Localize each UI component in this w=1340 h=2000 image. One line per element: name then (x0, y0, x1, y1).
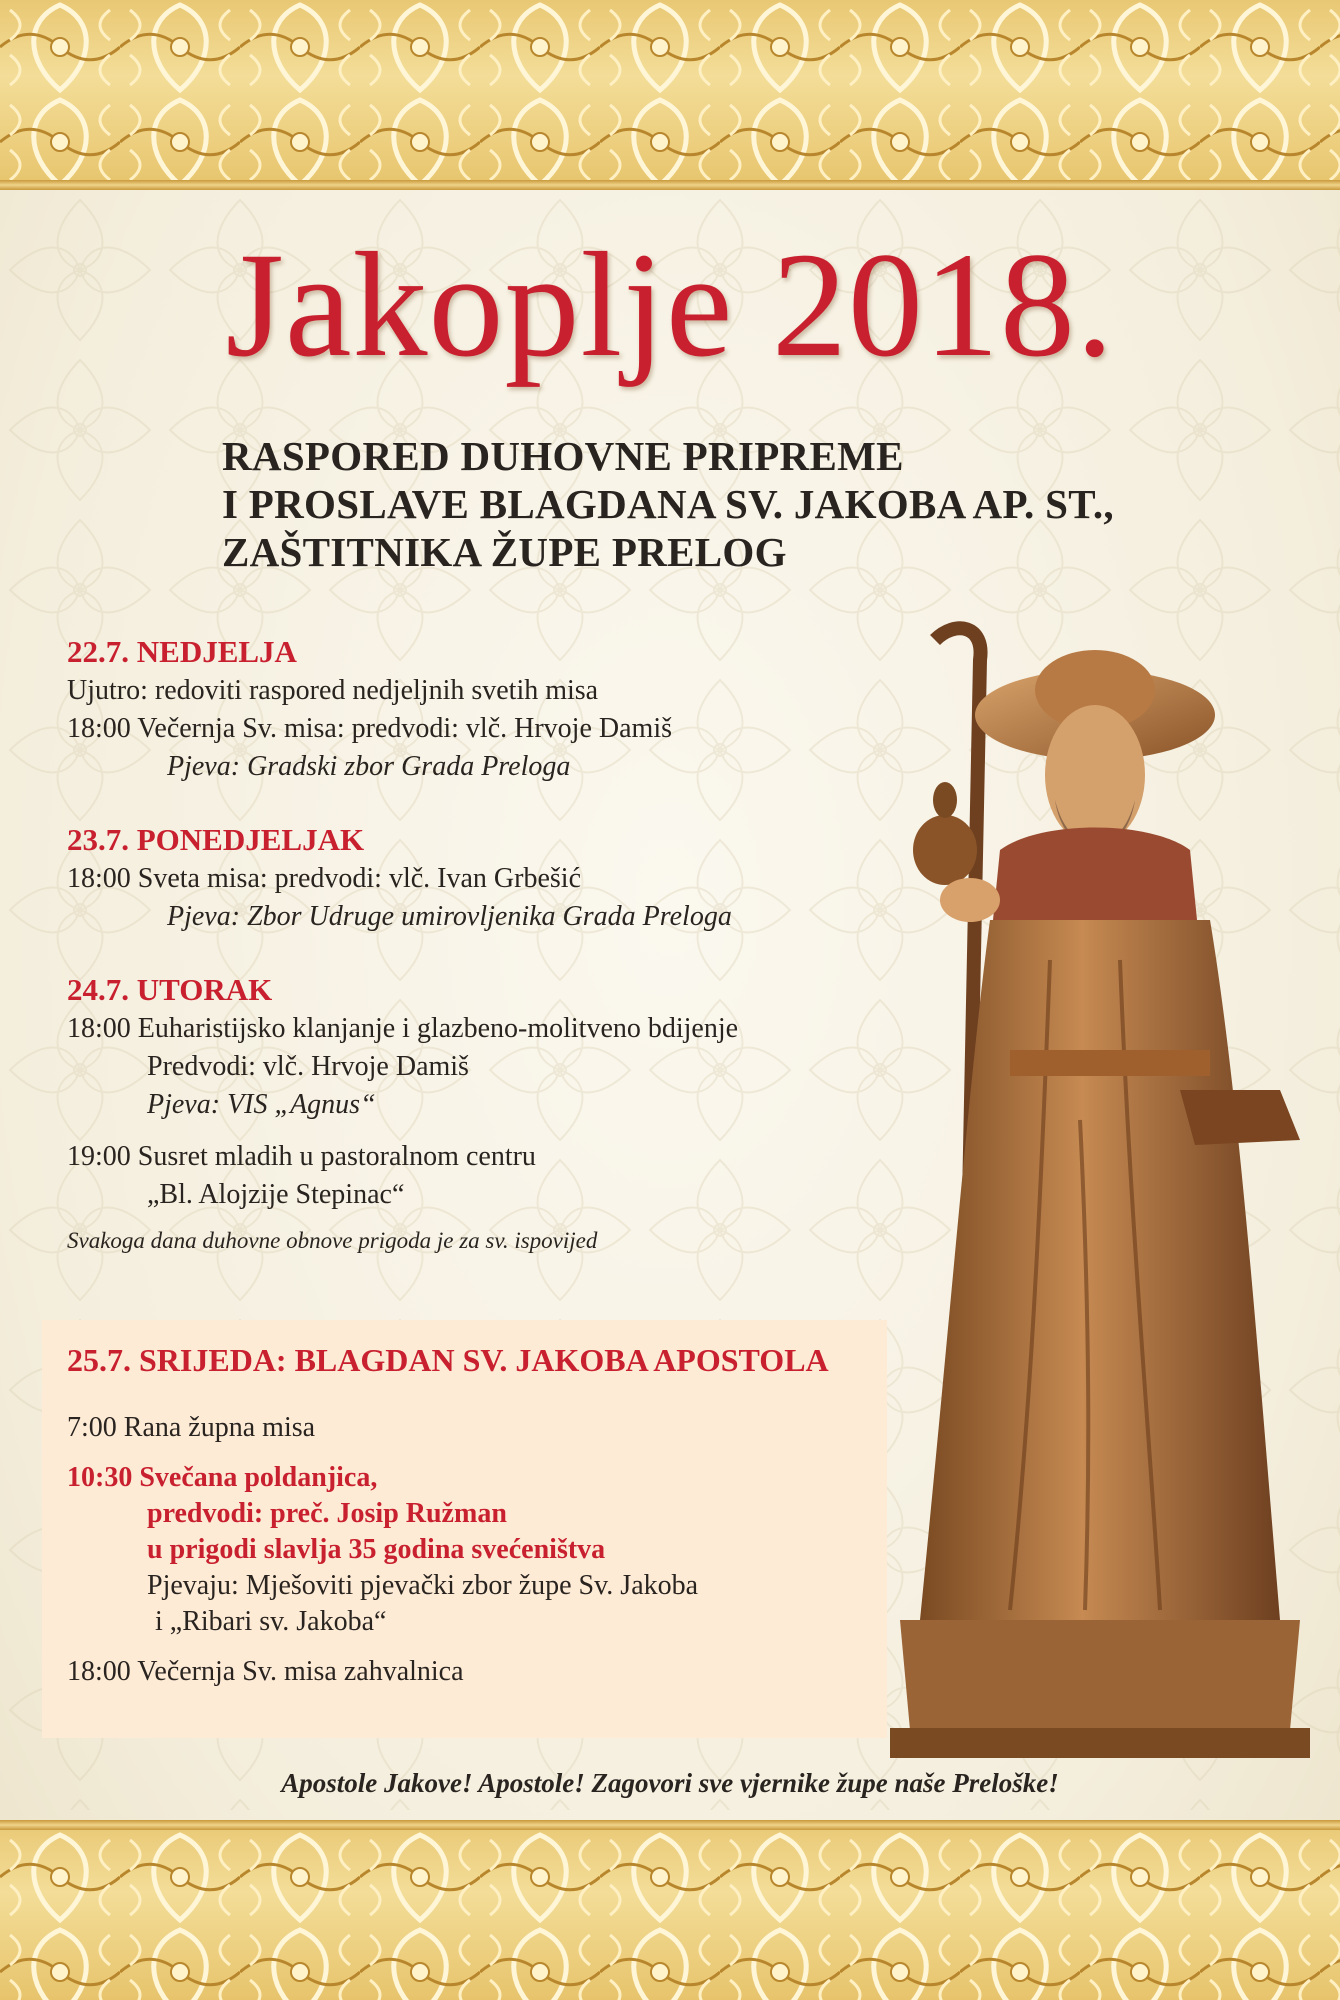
subtitle-line: I PROSLAVE BLAGDANA SV. JAKOBA AP. ST., (222, 481, 1114, 527)
schedule-line: 18:00 Euharistijsko klanjanje i glazbeno-molitveno bdijenje (67, 1013, 739, 1044)
ornamental-border-top (0, 0, 1340, 190)
day-block-monday (67, 820, 887, 936)
feast-heading: 25.7. SRIJEDA: BLAGDAN SV. JAKOBA APOSTOLA (67, 1342, 829, 1378)
schedule-line: „Bl. Alojzije Stepinac“ (147, 1179, 405, 1210)
schedule-line: Predvodi: vlč. Hrvoje Damiš (147, 1051, 469, 1082)
choir-line: Pjevaju: Mješoviti pjevački zbor župe Sv. Jakoba (147, 1570, 699, 1601)
schedule-line: Ujutro: redoviti raspored nedjeljnih svetih misa (67, 675, 599, 706)
day-heading: 22.7. NEDJELJA (67, 634, 297, 669)
schedule (67, 632, 887, 1258)
ornamental-border-bottom (0, 1820, 1340, 2000)
confession-note: Svakoga dana duhovne obnove prigoda je za sv. ispovijed (67, 1228, 598, 1253)
day-block-sunday (67, 632, 887, 786)
schedule-line: 18:00 Večernja Sv. misa: predvodi: vlč. Hrvoje Damiš (67, 713, 672, 744)
saint-james-statue-image (860, 620, 1330, 1780)
footer-quote: Apostole Jakove! Apostole! Zagovori sve vjernike župe naše Preloške! (281, 1768, 1059, 1798)
schedule-line: 7:00 Rana župna misa (67, 1412, 316, 1443)
schedule-line: 19:00 Susret mladih u pastoralnom centru (67, 1141, 536, 1172)
choir-line: Pjeva: VIS „Agnus“ (147, 1089, 376, 1120)
day-heading: 23.7. PONEDJELJAK (67, 822, 365, 857)
main-mass-line: predvodi: preč. Josip Ružman (147, 1498, 507, 1529)
choir-line: Pjeva: Zbor Udruge umirovljenika Grada Preloga (167, 901, 732, 932)
main-mass-line: 10:30 Svečana poldanjica, (67, 1462, 378, 1493)
main-mass-line: u prigodi slavlja 35 godina svećeništva (147, 1534, 606, 1565)
schedule-line: 18:00 Sveta misa: predvodi: vlč. Ivan Grbešić (67, 863, 581, 894)
day-block-tuesday (67, 970, 887, 1214)
feast-day-panel (42, 1320, 887, 1738)
choir-line: i „Ribari sv. Jakoba“ (155, 1606, 387, 1637)
poster-subtitle (222, 432, 1122, 576)
subtitle-line: ZAŠTITNIKA ŽUPE PRELOG (222, 529, 787, 575)
schedule-line: 18:00 Večernja Sv. misa zahvalnica (67, 1656, 464, 1687)
subtitle-line: RASPORED DUHOVNE PRIPREME (222, 433, 904, 479)
choir-line: Pjeva: Gradski zbor Grada Preloga (167, 751, 571, 782)
poster-title: Jakoplje 2018. (225, 222, 1115, 388)
day-heading: 24.7. UTORAK (67, 972, 273, 1007)
